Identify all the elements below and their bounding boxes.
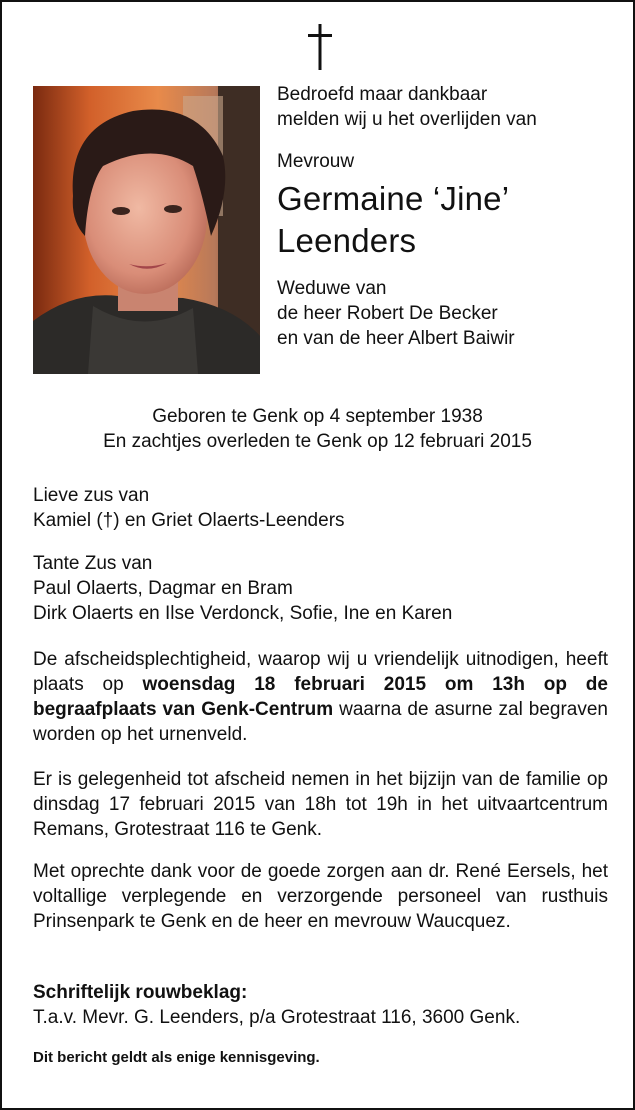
portrait-photo (33, 86, 260, 374)
aunt-line: Dirk Olaerts en Ilse Verdonck, Sofie, Ine en Karen (33, 603, 453, 624)
notice: Dit bericht geldt als enige kennisgeving. (33, 1049, 320, 1066)
widow-line: de heer Robert De Becker (277, 303, 498, 324)
condolences-block (33, 980, 608, 1030)
sister-block (33, 483, 608, 533)
widow-title: Weduwe van (277, 278, 387, 299)
intro-line: melden wij u het overlijden van (277, 109, 537, 130)
aunt-block (33, 551, 608, 626)
visitation-paragraph: Er is gelegenheid tot afscheid nemen in het bijzijn van de familie op dinsdag 17 februari 2015 van 18h tot 19h in het uitvaartcentrum Remans, Grotestraat 116 te Genk. (33, 769, 608, 840)
aunt-title: Tante Zus van (33, 553, 153, 574)
birth-date: Geboren te Genk op 4 september 1938 (152, 406, 483, 427)
sister-title: Lieve zus van (33, 485, 150, 506)
dates-block (2, 404, 633, 454)
deceased-surname: Leenders (277, 222, 417, 259)
ceremony-text: De afscheidsplechtigheid, waarop wij u vriendelijk uitnodigen, heeft plaats op (33, 649, 608, 695)
ceremony-date-location: woensdag 18 februari 2015 om 13h op de begraafplaats van Genk-Centrum (33, 674, 608, 720)
condolences-title: Schriftelijk rouwbeklag: (33, 982, 248, 1003)
sister-line: Kamiel (†) en Griet Olaerts-Leenders (33, 510, 345, 531)
widow-line: en van de heer Albert Baiwir (277, 328, 515, 349)
header-block (277, 82, 622, 351)
intro-line: Bedroefd maar dankbaar (277, 84, 488, 105)
ceremony-paragraph (33, 647, 608, 747)
cross-icon (302, 24, 338, 70)
salutation: Mevrouw (277, 151, 355, 172)
deceased-name: Germaine ‘Jine’ (277, 180, 510, 217)
death-date: En zachtjes overleden te Genk op 12 februari 2015 (103, 431, 532, 452)
thanks-paragraph: Met oprechte dank voor de goede zorgen aan dr. René Eersels, het voltallige verplegende en verzorgende personeel van rusthuis Prinsenpark te Genk en de heer en mevrouw Waucquez. (33, 861, 608, 932)
ceremony-text-end: waarna de asurne zal begraven worden op het urnenveld. (33, 699, 608, 745)
condolences-address: T.a.v. Mevr. G. Leenders, p/a Grotestraat 116, 3600 Genk. (33, 1007, 521, 1028)
aunt-line: Paul Olaerts, Dagmar en Bram (33, 578, 293, 599)
